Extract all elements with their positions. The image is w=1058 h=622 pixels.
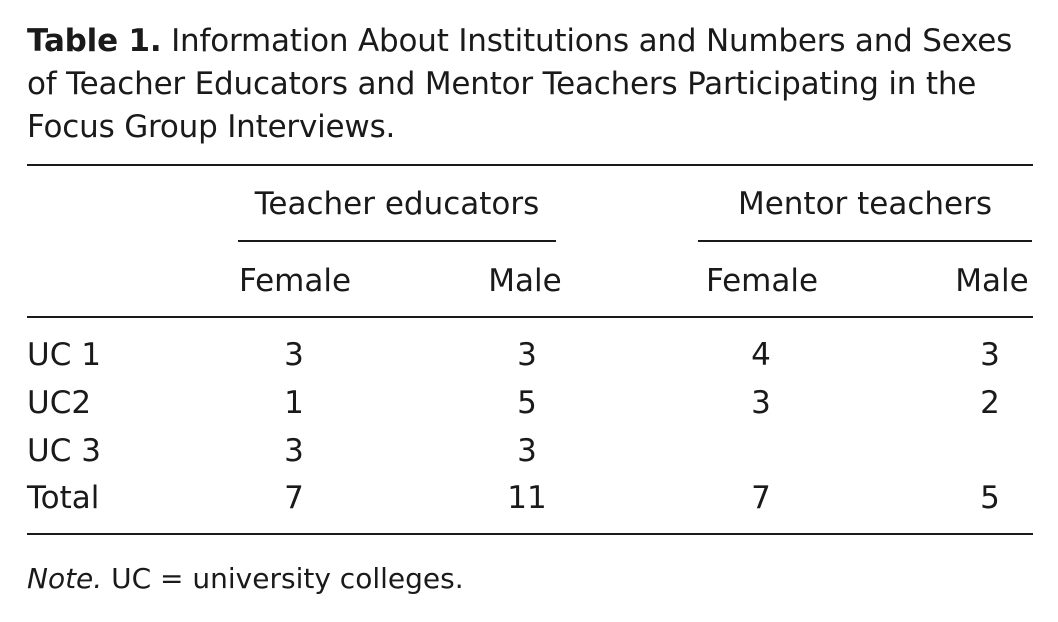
table-cell: 11 xyxy=(507,480,547,516)
header-rule xyxy=(27,316,1033,318)
table-cell: 3 xyxy=(517,433,537,469)
table-label: Table 1. xyxy=(27,23,162,59)
table-cell: 3 xyxy=(284,337,304,373)
table-cell: 5 xyxy=(517,385,537,421)
group-rule-mentor-teachers xyxy=(698,240,1032,242)
table-cell: 4 xyxy=(751,337,771,373)
note-label: Note. xyxy=(27,562,103,595)
table-cell: 2 xyxy=(980,385,1000,421)
table-cell: 3 xyxy=(751,385,771,421)
table-cell: 3 xyxy=(517,337,537,373)
table-cell: 5 xyxy=(980,480,1000,516)
table-cell: 7 xyxy=(284,480,304,516)
table-cell: 3 xyxy=(284,433,304,469)
top-rule xyxy=(27,164,1033,166)
row-label: UC 3 xyxy=(27,433,101,469)
bottom-rule xyxy=(27,533,1033,535)
group-header-teacher-educators: Teacher educators xyxy=(254,186,540,222)
row-label: Total xyxy=(27,480,100,516)
table-note xyxy=(27,562,464,596)
note-text: UC = university colleges. xyxy=(111,562,464,595)
table-cell: 3 xyxy=(980,337,1000,373)
group-rule-teacher-educators xyxy=(238,240,556,242)
table-cell: 7 xyxy=(751,480,771,516)
sub-header-te-male: Male xyxy=(488,263,562,299)
sub-header-mt-male: Male xyxy=(955,263,1029,299)
table-cell: 1 xyxy=(284,385,304,421)
row-label: UC 1 xyxy=(27,337,101,373)
sub-header-te-female: Female xyxy=(238,263,352,299)
sub-header-mt-female: Female xyxy=(705,263,819,299)
row-label: UC2 xyxy=(27,385,92,421)
table-caption-text: Information About Institutions and Numbers and Sexes of Teacher Educators and Mentor Teachers Participating in the Focus Group Interviews. xyxy=(27,23,1013,145)
table-caption xyxy=(27,20,1037,149)
group-header-mentor-teachers: Mentor teachers xyxy=(737,186,993,222)
